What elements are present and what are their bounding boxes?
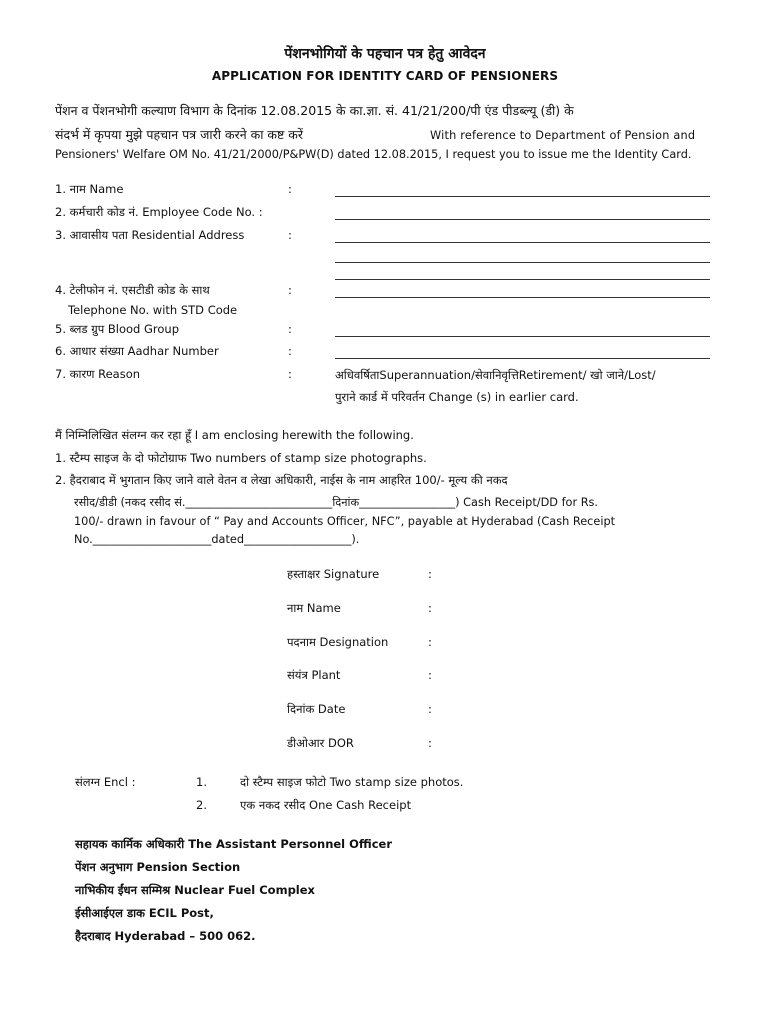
field-blood-group-colon: : [288,322,292,336]
enclosure-item-2-line-1: 2. हैदराबाद में भुगतान किए जाने वाले वेतन व लेखा अधिकारी, नाईस के नाम आहरित 100/- मूल्य की नकद [55,473,508,487]
field-aadhar-colon: : [288,344,292,358]
field-name-blank[interactable] [335,196,710,197]
field-address-blank-2[interactable] [335,262,710,263]
field-address-blank-1[interactable] [335,242,710,243]
field-aadhar-blank[interactable] [335,358,710,359]
designation-colon: : [428,635,432,649]
dor-label: डीओआर DOR [287,736,354,750]
form-title-english: APPLICATION FOR IDENTITY CARD OF PENSIONERS [211,69,559,83]
encl-label: संलग्न Encl : [75,775,136,789]
field-address-blank-3[interactable] [335,279,710,280]
address-line-2: पेंशन अनुभाग Pension Section [75,860,241,874]
field-blood-group-label: 5. ब्लड ग्रुप Blood Group [55,322,180,336]
encl-item-1-number: 1. [196,775,207,789]
enclosures-heading: मैं निम्निलिखित संलग्न कर रहा हूँ I am enclosing herewith the following. [55,428,414,442]
field-reason-label: 7. कारण Reason [55,367,141,381]
encl-item-1-text: दो स्टैम्प साइज फोटो Two stamp size photos. [240,775,464,789]
enclosure-item-1: 1. स्टैम्प साइज के दो फोटोग्राफ Two numbers of stamp size photographs. [55,451,427,465]
address-line-3: नाभिकीय ईंधन सम्मिश्र Nuclear Fuel Complex [75,883,315,897]
signature-colon: : [428,567,432,581]
sig-name-colon: : [428,601,432,615]
field-blood-group-blank[interactable] [335,336,710,337]
field-aadhar-label: 6. आधार संख्या Aadhar Number [55,344,219,358]
form-title-hindi: पेंशनभोगियों के पहचान पत्र हेतु आवेदन [284,46,486,62]
designation-label: पदनाम Designation [287,635,389,649]
field-telephone-blank[interactable] [335,297,710,298]
dor-colon: : [428,736,432,750]
field-employee-code-blank[interactable] [335,219,710,220]
date-label: दिनांक Date [287,702,346,716]
reference-line-1: पेंशन व पेंशनभोगी कल्याण विभाग के दिनांक 12.08.2015 के का.ज्ञा. सं. 41/21/200/पी एंड पीडब्ल्यू (डी) के [55,103,574,118]
plant-label: संयंत्र Plant [287,668,341,682]
enclosure-item-2-line-3: 100/- drawn in favour of “ Pay and Accounts Officer, NFC”, payable at Hyderabad (Cash Receipt [74,515,616,528]
address-line-1: सहायक कार्मिक अधिकारी The Assistant Personnel Officer [75,837,393,851]
signature-label: हस्ताक्षर Signature [287,567,380,581]
encl-item-2-text: एक नकद रसीद One Cash Receipt [240,798,412,812]
address-line-4: ईसीआईएल डाक ECIL Post, [75,906,214,920]
field-address-label: 3. आवासीय पता Residential Address [55,228,245,242]
field-name-label: 1. नाम Name [55,182,124,196]
field-employee-code-label: 2. कर्मचारी कोड नं. Employee Code No. : [55,205,263,219]
reference-line-2-hindi: संदर्भ में कृपया मुझे पहचान पत्र जारी करने का कष्ट करें [55,127,304,142]
date-colon: : [428,702,432,716]
reference-line-3: Pensioners' Welfare OM No. 41/21/2000/P&PW(D) dated 12.08.2015, I request you to issue me the Identity Card. [55,148,692,161]
field-telephone-colon: : [288,283,292,297]
field-address-colon: : [288,228,292,242]
field-reason-colon: : [288,367,292,381]
plant-colon: : [428,668,432,682]
field-telephone-sublabel: Telephone No. with STD Code [68,303,238,317]
encl-item-2-number: 2. [196,798,207,812]
reason-options-line-1: अधिवर्षिताSuperannuation/सेवानिवृत्तिRetirement/ खो जाने/Lost/ [335,368,656,382]
reason-options-line-2: पुराने कार्ड में परिवर्तन Change (s) in earlier card. [335,390,579,404]
sig-name-label: नाम Name [287,601,341,615]
address-line-5: हैदराबाद Hyderabad – 500 062. [75,929,256,943]
enclosure-item-2-line-4: No._____________________dated___________________). [74,533,360,546]
reference-line-2-english: With reference to Department of Pension and [430,129,696,142]
field-telephone-label: 4. टेलीफोन नं. एसटीडी कोड के साथ [55,283,210,297]
field-name-colon: : [288,182,292,196]
enclosure-item-2-line-2: रसीद/डीडी (नकद रसीद सं.__________________________दिनांक_________________) Cash Receipt/DD for Rs. [74,496,599,509]
